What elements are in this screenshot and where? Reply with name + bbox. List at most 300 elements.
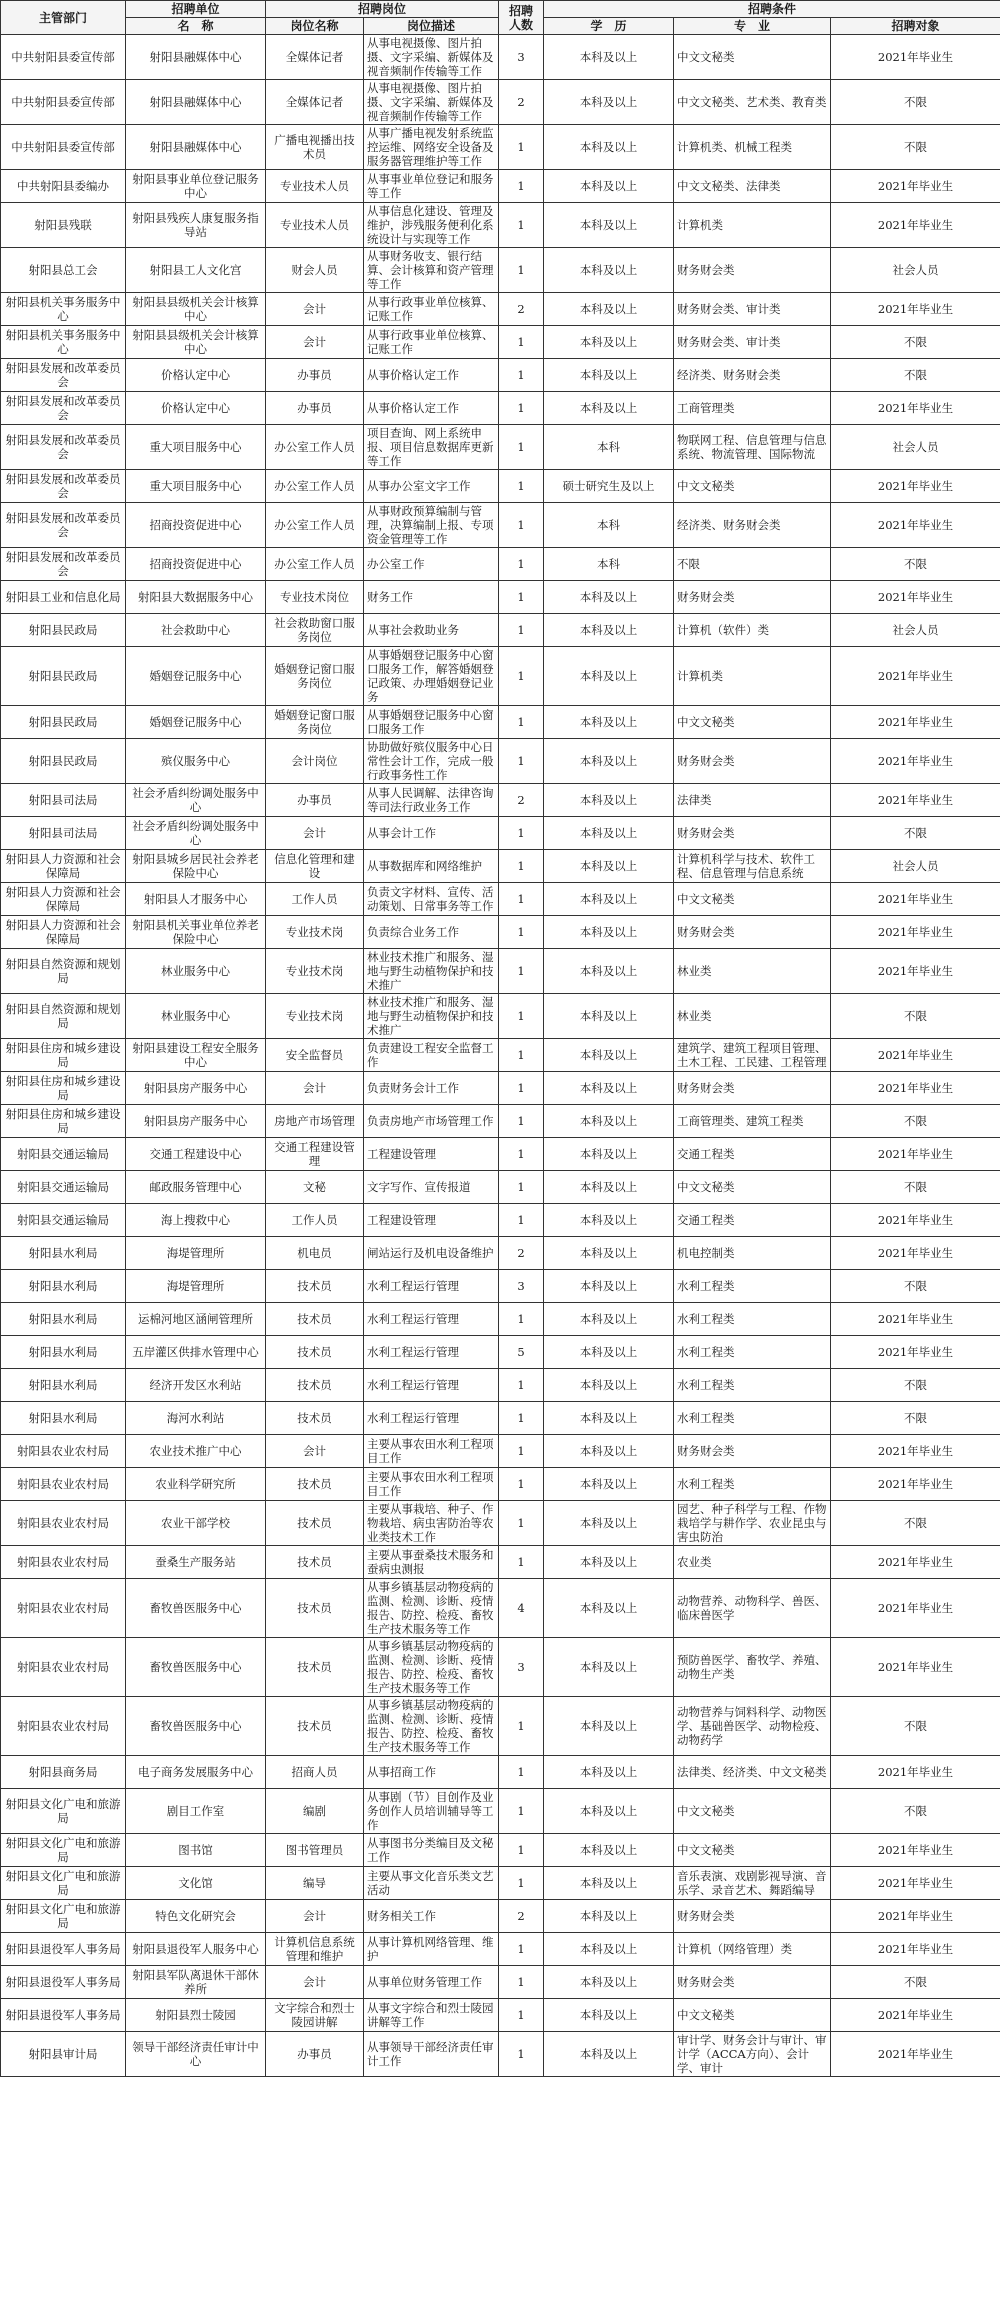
cell-num: 2 <box>499 1900 544 1933</box>
cell-dept: 射阳县退役军人事务局 <box>1 1966 126 1999</box>
cell-dept: 射阳县发展和改革委员会 <box>1 392 126 425</box>
cell-major: 财务财会类 <box>674 916 831 949</box>
cell-post: 会计 <box>266 1966 364 1999</box>
cell-dept: 射阳县农业农村局 <box>1 1435 126 1468</box>
cell-post: 全媒体记者 <box>266 35 364 80</box>
cell-dept: 射阳县人力资源和社会保障局 <box>1 916 126 949</box>
cell-unit: 招商投资促进中心 <box>126 503 266 548</box>
cell-num: 1 <box>499 1546 544 1579</box>
cell-target: 不限 <box>831 1966 1000 1999</box>
cell-num: 1 <box>499 170 544 203</box>
cell-num: 1 <box>499 1697 544 1756</box>
cell-edu: 本科及以上 <box>544 293 674 326</box>
cell-edu: 本科及以上 <box>544 125 674 170</box>
cell-desc: 负责房地产市场管理工作 <box>364 1105 499 1138</box>
cell-num: 1 <box>499 425 544 470</box>
cell-target: 2021年毕业生 <box>831 1867 1000 1900</box>
cell-target: 2021年毕业生 <box>831 1638 1000 1697</box>
cell-target: 2021年毕业生 <box>831 1204 1000 1237</box>
cell-target: 2021年毕业生 <box>831 503 1000 548</box>
cell-unit: 重大项目服务中心 <box>126 470 266 503</box>
cell-edu: 本科及以上 <box>544 2032 674 2077</box>
cell-desc: 从事行政事业单位核算、记账工作 <box>364 293 499 326</box>
table-row <box>1 817 1000 850</box>
cell-target: 2021年毕业生 <box>831 1072 1000 1105</box>
cell-num: 1 <box>499 1756 544 1789</box>
cell-target: 不限 <box>831 326 1000 359</box>
cell-desc: 负责财务会计工作 <box>364 1072 499 1105</box>
table-row <box>1 1171 1000 1204</box>
table-row <box>1 1546 1000 1579</box>
cell-edu: 本科及以上 <box>544 392 674 425</box>
table-row <box>1 425 1000 470</box>
cell-major: 工商管理类、建筑工程类 <box>674 1105 831 1138</box>
cell-desc: 工程建设管理 <box>364 1138 499 1171</box>
cell-post: 房地产市场管理 <box>266 1105 364 1138</box>
cell-desc: 从事单位财务管理工作 <box>364 1966 499 1999</box>
cell-edu: 本科及以上 <box>544 1171 674 1204</box>
cell-desc: 主要从事农田水利工程项目工作 <box>364 1435 499 1468</box>
cell-desc: 从事领导干部经济责任审计工作 <box>364 2032 499 2077</box>
cell-num: 1 <box>499 1402 544 1435</box>
cell-major: 中文文秘类 <box>674 470 831 503</box>
cell-dept: 中共射阳县委编办 <box>1 170 126 203</box>
cell-num: 1 <box>499 1789 544 1834</box>
cell-edu: 本科及以上 <box>544 1369 674 1402</box>
cell-major: 计算机（网络管理）类 <box>674 1933 831 1966</box>
cell-dept: 射阳县水利局 <box>1 1336 126 1369</box>
cell-num: 1 <box>499 1468 544 1501</box>
cell-target: 社会人员 <box>831 850 1000 883</box>
cell-num: 1 <box>499 359 544 392</box>
cell-major: 中文文秘类 <box>674 1171 831 1204</box>
cell-target: 2021年毕业生 <box>831 916 1000 949</box>
cell-unit: 农业干部学校 <box>126 1501 266 1546</box>
cell-edu: 本科及以上 <box>544 1204 674 1237</box>
cell-post: 专业技术岗 <box>266 916 364 949</box>
cell-desc: 水利工程运行管理 <box>364 1369 499 1402</box>
cell-unit: 射阳县城乡居民社会养老保险中心 <box>126 850 266 883</box>
cell-dept: 射阳县退役军人事务局 <box>1 1933 126 1966</box>
cell-num: 1 <box>499 850 544 883</box>
header-unit-group: 招聘单位 <box>126 1 266 18</box>
cell-edu: 本科及以上 <box>544 1303 674 1336</box>
cell-post: 机电员 <box>266 1237 364 1270</box>
cell-unit: 殡仪服务中心 <box>126 739 266 784</box>
cell-desc: 从事行政事业单位核算、记账工作 <box>364 326 499 359</box>
cell-major: 物联网工程、信息管理与信息系统、物流管理、国际物流 <box>674 425 831 470</box>
cell-unit: 剧目工作室 <box>126 1789 266 1834</box>
cell-dept: 射阳县残联 <box>1 203 126 248</box>
cell-num: 1 <box>499 548 544 581</box>
cell-unit: 特色文化研究会 <box>126 1900 266 1933</box>
cell-dept: 射阳县自然资源和规划局 <box>1 994 126 1039</box>
table-row <box>1 1237 1000 1270</box>
cell-target: 2021年毕业生 <box>831 470 1000 503</box>
cell-dept: 中共射阳县委宣传部 <box>1 35 126 80</box>
cell-dept: 射阳县交通运输局 <box>1 1171 126 1204</box>
table-row <box>1 392 1000 425</box>
cell-major: 财务财会类 <box>674 817 831 850</box>
cell-unit: 射阳县军队离退休干部休养所 <box>126 1966 266 1999</box>
cell-desc: 从事电视摄像、图片拍摄、文字采编、新媒体及视音频制作传输等工作 <box>364 35 499 80</box>
cell-desc: 从事图书分类编目及文秘工作 <box>364 1834 499 1867</box>
cell-edu: 本科及以上 <box>544 1336 674 1369</box>
cell-unit: 婚姻登记服务中心 <box>126 647 266 706</box>
cell-target: 社会人员 <box>831 425 1000 470</box>
cell-target: 不限 <box>831 80 1000 125</box>
cell-dept: 射阳县审计局 <box>1 2032 126 2077</box>
table-row <box>1 1072 1000 1105</box>
cell-major: 中文文秘类、艺术类、教育类 <box>674 80 831 125</box>
cell-target: 2021年毕业生 <box>831 35 1000 80</box>
cell-desc: 工程建设管理 <box>364 1204 499 1237</box>
cell-edu: 本科及以上 <box>544 1072 674 1105</box>
cell-major: 计算机类、机械工程类 <box>674 125 831 170</box>
table-row <box>1 1138 1000 1171</box>
cell-desc: 从事乡镇基层动物疫病的监测、检测、诊断、疫情报告、防控、检疫、畜牧生产技术服务等工作 <box>364 1638 499 1697</box>
cell-dept: 射阳县总工会 <box>1 248 126 293</box>
header-num: 招聘 人数 <box>499 1 544 35</box>
table-row <box>1 1468 1000 1501</box>
cell-dept: 射阳县农业农村局 <box>1 1501 126 1546</box>
cell-target: 2021年毕业生 <box>831 739 1000 784</box>
cell-num: 1 <box>499 1039 544 1072</box>
cell-desc: 文字写作、宣传报道 <box>364 1171 499 1204</box>
cell-edu: 本科及以上 <box>544 35 674 80</box>
cell-num: 2 <box>499 80 544 125</box>
cell-dept: 射阳县民政局 <box>1 647 126 706</box>
table-row <box>1 1697 1000 1756</box>
table-row <box>1 1204 1000 1237</box>
cell-unit: 电子商务发展服务中心 <box>126 1756 266 1789</box>
cell-unit: 射阳县县级机关会计核算中心 <box>126 293 266 326</box>
cell-dept: 射阳县农业农村局 <box>1 1579 126 1638</box>
table-row <box>1 503 1000 548</box>
cell-unit: 五岸灌区供排水管理中心 <box>126 1336 266 1369</box>
cell-edu: 本科及以上 <box>544 916 674 949</box>
cell-dept: 射阳县文化广电和旅游局 <box>1 1900 126 1933</box>
cell-unit: 社会矛盾纠纷调处服务中心 <box>126 817 266 850</box>
cell-desc: 负责综合业务工作 <box>364 916 499 949</box>
cell-target: 不限 <box>831 994 1000 1039</box>
cell-target: 2021年毕业生 <box>831 1435 1000 1468</box>
cell-num: 1 <box>499 326 544 359</box>
cell-dept: 射阳县文化广电和旅游局 <box>1 1867 126 1900</box>
cell-edu: 本科及以上 <box>544 1789 674 1834</box>
cell-dept: 射阳县发展和改革委员会 <box>1 425 126 470</box>
cell-major: 水利工程类 <box>674 1336 831 1369</box>
table-row <box>1 1105 1000 1138</box>
table-header <box>1 1 1000 35</box>
table-row <box>1 706 1000 739</box>
cell-unit: 社会救助中心 <box>126 614 266 647</box>
cell-desc: 协助做好殡仪服务中心日常性会计工作，完成一般行政事务性工作 <box>364 739 499 784</box>
cell-dept: 射阳县住房和城乡建设局 <box>1 1039 126 1072</box>
cell-post: 计算机信息系统管理和维护 <box>266 1933 364 1966</box>
cell-post: 专业技术岗 <box>266 949 364 994</box>
cell-target: 2021年毕业生 <box>831 392 1000 425</box>
cell-desc: 从事人民调解、法律咨询等司法行政业务工作 <box>364 784 499 817</box>
cell-target: 不限 <box>831 125 1000 170</box>
cell-edu: 本科及以上 <box>544 1402 674 1435</box>
cell-post: 专业技术人员 <box>266 170 364 203</box>
cell-desc: 从事招商工作 <box>364 1756 499 1789</box>
cell-num: 1 <box>499 203 544 248</box>
cell-dept: 射阳县水利局 <box>1 1369 126 1402</box>
cell-major: 建筑学、建筑工程项目管理、土木工程、工民建、工程管理 <box>674 1039 831 1072</box>
cell-dept: 射阳县发展和改革委员会 <box>1 470 126 503</box>
cell-target: 2021年毕业生 <box>831 1237 1000 1270</box>
cell-edu: 本科及以上 <box>544 1867 674 1900</box>
cell-post: 会计 <box>266 326 364 359</box>
cell-unit: 射阳县建设工程安全服务中心 <box>126 1039 266 1072</box>
table-body <box>1 35 1000 2077</box>
cell-desc: 财务工作 <box>364 581 499 614</box>
cell-major: 计算机（软件）类 <box>674 614 831 647</box>
table-row <box>1 1270 1000 1303</box>
cell-target: 不限 <box>831 1402 1000 1435</box>
cell-post: 编剧 <box>266 1789 364 1834</box>
cell-desc: 从事信息化建设、管理及维护，涉残服务便利化系统设计与实现等工作 <box>364 203 499 248</box>
cell-unit: 射阳县融媒体中心 <box>126 125 266 170</box>
cell-dept: 射阳县水利局 <box>1 1402 126 1435</box>
cell-desc: 从事婚姻登记服务中心窗口服务工作 <box>364 706 499 739</box>
cell-desc: 从事数据库和网络维护 <box>364 850 499 883</box>
cell-post: 办事员 <box>266 392 364 425</box>
cell-target: 不限 <box>831 359 1000 392</box>
header-edu: 学 历 <box>544 18 674 35</box>
cell-post: 办公室工作人员 <box>266 548 364 581</box>
cell-desc: 闸站运行及机电设备维护 <box>364 1237 499 1270</box>
cell-edu: 本科 <box>544 503 674 548</box>
cell-dept: 射阳县交通运输局 <box>1 1204 126 1237</box>
cell-target: 2021年毕业生 <box>831 1900 1000 1933</box>
cell-num: 1 <box>499 994 544 1039</box>
cell-major: 财务财会类、审计类 <box>674 326 831 359</box>
cell-target: 2021年毕业生 <box>831 1039 1000 1072</box>
cell-unit: 射阳县融媒体中心 <box>126 80 266 125</box>
cell-dept: 射阳县商务局 <box>1 1756 126 1789</box>
cell-desc: 从事文字综合和烈士陵园讲解等工作 <box>364 1999 499 2032</box>
table-row <box>1 994 1000 1039</box>
cell-dept: 射阳县机关事务服务中心 <box>1 326 126 359</box>
cell-num: 1 <box>499 1072 544 1105</box>
cell-unit: 运棉河地区涵闸管理所 <box>126 1303 266 1336</box>
cell-major: 动物营养与饲料科学、动物医学、基础兽医学、动物检疫、动物药学 <box>674 1697 831 1756</box>
cell-edu: 本科及以上 <box>544 1966 674 1999</box>
cell-post: 婚姻登记窗口服务岗位 <box>266 647 364 706</box>
cell-unit: 招商投资促进中心 <box>126 548 266 581</box>
cell-desc: 主要从事文化音乐类文艺活动 <box>364 1867 499 1900</box>
cell-post: 技术员 <box>266 1402 364 1435</box>
cell-dept: 射阳县人力资源和社会保障局 <box>1 850 126 883</box>
cell-dept: 射阳县发展和改革委员会 <box>1 503 126 548</box>
cell-major: 中文文秘类 <box>674 1834 831 1867</box>
header-post-group: 招聘岗位 <box>266 1 499 18</box>
cell-post: 婚姻登记窗口服务岗位 <box>266 706 364 739</box>
cell-post: 交通工程建设管理 <box>266 1138 364 1171</box>
cell-edu: 本科及以上 <box>544 248 674 293</box>
cell-dept: 射阳县发展和改革委员会 <box>1 548 126 581</box>
cell-dept: 射阳县工业和信息化局 <box>1 581 126 614</box>
table-row <box>1 1579 1000 1638</box>
cell-edu: 本科及以上 <box>544 359 674 392</box>
cell-dept: 射阳县发展和改革委员会 <box>1 359 126 392</box>
table-row <box>1 1402 1000 1435</box>
cell-num: 1 <box>499 470 544 503</box>
cell-desc: 从事婚姻登记服务中心窗口服务工作，解答婚姻登记政策、办理婚姻登记业务 <box>364 647 499 706</box>
cell-target: 2021年毕业生 <box>831 1834 1000 1867</box>
cell-unit: 文化馆 <box>126 1867 266 1900</box>
cell-major: 财务财会类 <box>674 248 831 293</box>
cell-target: 不限 <box>831 817 1000 850</box>
cell-post: 技术员 <box>266 1336 364 1369</box>
cell-unit: 畜牧兽医服务中心 <box>126 1638 266 1697</box>
cell-post: 技术员 <box>266 1546 364 1579</box>
cell-unit: 重大项目服务中心 <box>126 425 266 470</box>
cell-edu: 硕士研究生及以上 <box>544 470 674 503</box>
cell-target: 不限 <box>831 1171 1000 1204</box>
cell-major: 财务财会类 <box>674 1900 831 1933</box>
cell-target: 2021年毕业生 <box>831 203 1000 248</box>
cell-num: 1 <box>499 503 544 548</box>
table-row <box>1 359 1000 392</box>
cell-num: 1 <box>499 1435 544 1468</box>
cell-desc: 水利工程运行管理 <box>364 1303 499 1336</box>
cell-major: 中文文秘类、法律类 <box>674 170 831 203</box>
cell-num: 1 <box>499 1204 544 1237</box>
cell-edu: 本科及以上 <box>544 1468 674 1501</box>
header-major: 专 业 <box>674 18 831 35</box>
cell-target: 2021年毕业生 <box>831 647 1000 706</box>
cell-unit: 射阳县工人文化宫 <box>126 248 266 293</box>
cell-edu: 本科及以上 <box>544 1834 674 1867</box>
cell-post: 专业技术岗位 <box>266 581 364 614</box>
cell-unit: 交通工程建设中心 <box>126 1138 266 1171</box>
cell-dept: 射阳县住房和城乡建设局 <box>1 1072 126 1105</box>
cell-num: 1 <box>499 1966 544 1999</box>
cell-dept: 射阳县水利局 <box>1 1303 126 1336</box>
cell-edu: 本科及以上 <box>544 1638 674 1697</box>
cell-major: 林业类 <box>674 994 831 1039</box>
cell-unit: 社会矛盾纠纷调处服务中心 <box>126 784 266 817</box>
cell-edu: 本科及以上 <box>544 614 674 647</box>
table-row <box>1 2032 1000 2077</box>
cell-dept: 射阳县水利局 <box>1 1237 126 1270</box>
cell-major: 农业类 <box>674 1546 831 1579</box>
cell-desc: 项目查询、网上系统申报、项目信息数据库更新等工作 <box>364 425 499 470</box>
cell-desc: 水利工程运行管理 <box>364 1336 499 1369</box>
cell-unit: 射阳县大数据服务中心 <box>126 581 266 614</box>
cell-major: 林业类 <box>674 949 831 994</box>
cell-num: 1 <box>499 614 544 647</box>
cell-unit: 射阳县退役军人服务中心 <box>126 1933 266 1966</box>
cell-target: 社会人员 <box>831 248 1000 293</box>
cell-desc: 从事财务收支、银行结算、会计核算和资产管理等工作 <box>364 248 499 293</box>
cell-post: 办公室工作人员 <box>266 470 364 503</box>
header-post-desc: 岗位描述 <box>364 18 499 35</box>
cell-num: 3 <box>499 1638 544 1697</box>
cell-post: 全媒体记者 <box>266 80 364 125</box>
cell-dept: 射阳县农业农村局 <box>1 1546 126 1579</box>
cell-edu: 本科及以上 <box>544 883 674 916</box>
cell-edu: 本科及以上 <box>544 1546 674 1579</box>
cell-unit: 海上搜救中心 <box>126 1204 266 1237</box>
cell-major: 音乐表演、戏剧影视导演、音乐学、录音艺术、舞蹈编导 <box>674 1867 831 1900</box>
cell-target: 2021年毕业生 <box>831 1756 1000 1789</box>
cell-post: 会计 <box>266 1435 364 1468</box>
cell-unit: 海堤管理所 <box>126 1270 266 1303</box>
table-row <box>1 1638 1000 1697</box>
cell-num: 1 <box>499 1834 544 1867</box>
cell-target: 不限 <box>831 1105 1000 1138</box>
cell-edu: 本科及以上 <box>544 1756 674 1789</box>
cell-target: 2021年毕业生 <box>831 1336 1000 1369</box>
table-row <box>1 1834 1000 1867</box>
cell-num: 2 <box>499 784 544 817</box>
cell-post: 财会人员 <box>266 248 364 293</box>
cell-num: 1 <box>499 1105 544 1138</box>
table-row <box>1 1039 1000 1072</box>
cell-edu: 本科及以上 <box>544 1501 674 1546</box>
cell-unit: 邮政服务管理中心 <box>126 1171 266 1204</box>
cell-major: 水利工程类 <box>674 1270 831 1303</box>
cell-num: 3 <box>499 35 544 80</box>
cell-target: 2021年毕业生 <box>831 581 1000 614</box>
cell-post: 工作人员 <box>266 883 364 916</box>
cell-post: 技术员 <box>266 1270 364 1303</box>
cell-major: 财务财会类 <box>674 1966 831 1999</box>
table-row <box>1 326 1000 359</box>
cell-post: 技术员 <box>266 1579 364 1638</box>
table-row <box>1 170 1000 203</box>
cell-num: 1 <box>499 1867 544 1900</box>
table-row <box>1 1336 1000 1369</box>
cell-num: 1 <box>499 581 544 614</box>
cell-edu: 本科及以上 <box>544 1237 674 1270</box>
cell-target: 2021年毕业生 <box>831 293 1000 326</box>
cell-desc: 从事电视摄像、图片拍摄、文字采编、新媒体及视音频制作传输等工作 <box>364 80 499 125</box>
cell-target: 不限 <box>831 1789 1000 1834</box>
cell-desc: 从事乡镇基层动物疫病的监测、检测、诊断、疫情报告、防控、检疫、畜牧生产技术服务等工作 <box>364 1579 499 1638</box>
cell-post: 办事员 <box>266 2032 364 2077</box>
cell-dept: 射阳县交通运输局 <box>1 1138 126 1171</box>
table-row <box>1 1369 1000 1402</box>
cell-dept: 射阳县司法局 <box>1 817 126 850</box>
cell-major: 财务财会类 <box>674 1072 831 1105</box>
cell-major: 动物营养、动物科学、兽医、临床兽医学 <box>674 1579 831 1638</box>
cell-major: 中文文秘类 <box>674 1789 831 1834</box>
cell-post: 技术员 <box>266 1501 364 1546</box>
cell-target: 2021年毕业生 <box>831 784 1000 817</box>
cell-unit: 射阳县人才服务中心 <box>126 883 266 916</box>
cell-desc: 从事价格认定工作 <box>364 359 499 392</box>
cell-unit: 畜牧兽医服务中心 <box>126 1697 266 1756</box>
table-row <box>1 248 1000 293</box>
cell-post: 广播电视播出技术员 <box>266 125 364 170</box>
cell-num: 1 <box>499 125 544 170</box>
cell-target: 2021年毕业生 <box>831 706 1000 739</box>
cell-edu: 本科及以上 <box>544 1579 674 1638</box>
table-row <box>1 80 1000 125</box>
cell-desc: 负责文字材料、宣传、活动策划、日常事务等工作 <box>364 883 499 916</box>
cell-post: 技术员 <box>266 1697 364 1756</box>
cell-edu: 本科及以上 <box>544 80 674 125</box>
cell-target: 2021年毕业生 <box>831 2032 1000 2077</box>
cell-num: 1 <box>499 248 544 293</box>
cell-num: 1 <box>499 1369 544 1402</box>
